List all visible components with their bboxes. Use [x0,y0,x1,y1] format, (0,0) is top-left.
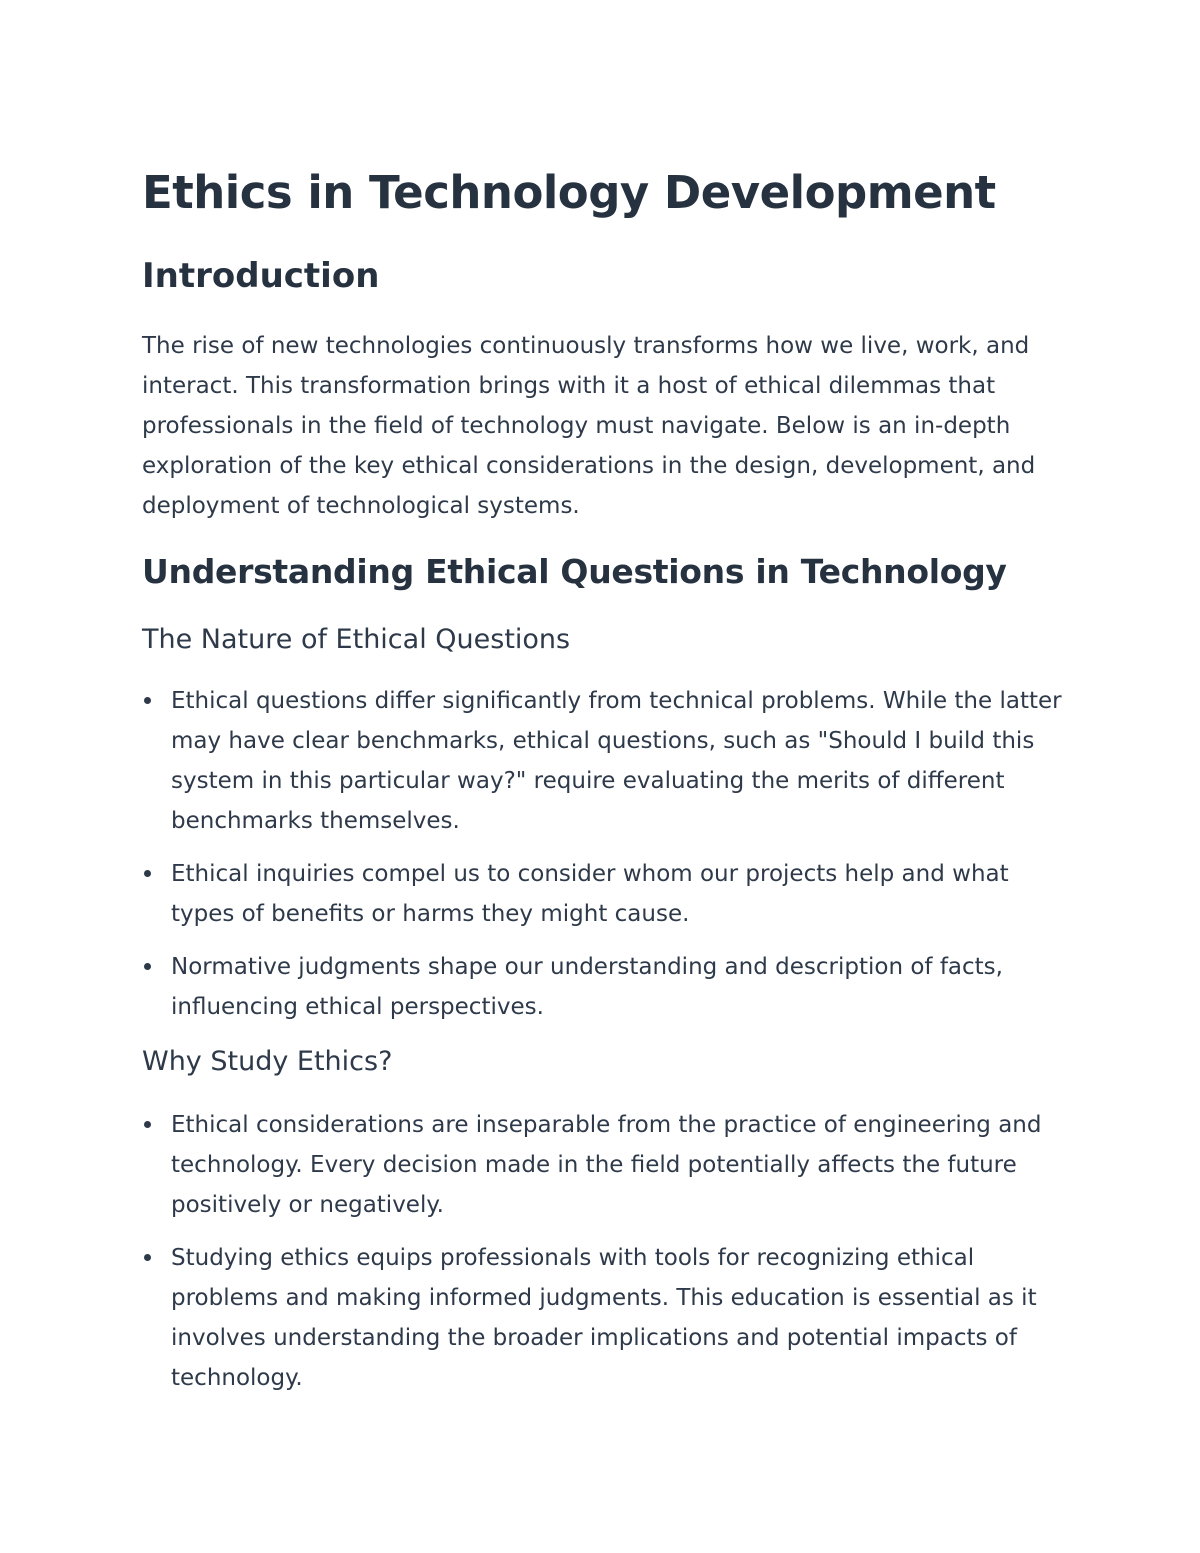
why-study-list [142,1105,1072,1411]
introduction-heading: Introduction [142,256,380,296]
nature-heading: The Nature of Ethical Questions [142,624,571,655]
document-title: Ethics in Technology Development [142,166,996,219]
nature-list [142,681,1072,1040]
list-item [142,1105,1072,1225]
list-item-text: Ethical considerations are inseparable from the practice of engineering and technology. Every decision made in the field potentially affects the future positively or negatively. [171,1112,1042,1218]
list-item-text: Normative judgments shape our understanding and description of facts, influencing ethical perspectives. [171,954,1003,1020]
bullet-icon [144,1254,151,1261]
bullet-icon [144,1121,151,1128]
introduction-paragraph: The rise of new technologies continuously transforms how we live, work, and interact. This transformation brings with it a host of ethical dilemmas that professionals in the field of technology must navigate. Below is an in-depth exploration of the key ethical considerations in the design, development, and deployment of technological systems. [142,333,1036,519]
why-study-heading: Why Study Ethics? [142,1046,393,1077]
list-item [142,854,1072,934]
list-item-text: Ethical questions differ significantly from technical problems. While the latter may have clear benchmarks, ethical questions, such as "Should I build this system in this particular way?" require evaluating the merits of different benchmarks themselves. [171,688,1062,834]
list-item-text: Ethical inquiries compel us to consider whom our projects help and what types of benefits or harms they might cause. [171,861,1009,927]
list-item [142,947,1072,1027]
list-item [142,681,1072,841]
list-item [142,1238,1072,1398]
bullet-icon [144,870,151,877]
bullet-icon [144,963,151,970]
understanding-heading: Understanding Ethical Questions in Technology [142,552,1007,591]
bullet-icon [144,697,151,704]
list-item-text: Studying ethics equips professionals with tools for recognizing ethical problems and making informed judgments. This education is essential as it involves understanding the broader implications and potential impacts of technology. [171,1245,1037,1391]
